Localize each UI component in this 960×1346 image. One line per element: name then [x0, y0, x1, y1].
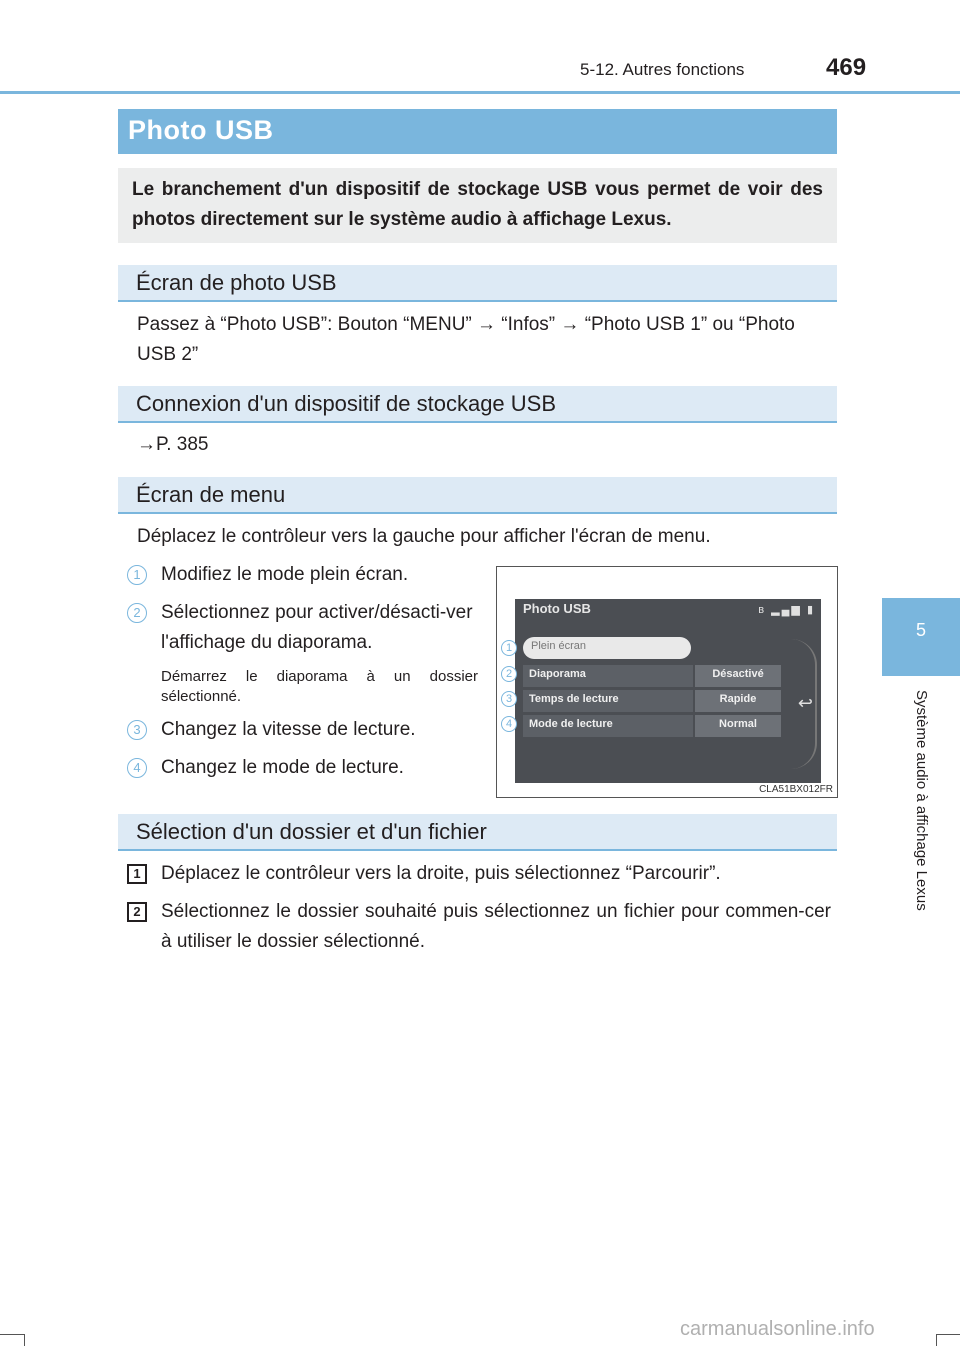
bluetooth-icon: ʙ [758, 604, 767, 616]
row-value: Désactivé [695, 665, 781, 687]
menu-item-text: Changez la vitesse de lecture. [161, 719, 416, 740]
chapter-number: 5 [915, 620, 926, 640]
crop-mark [936, 1334, 937, 1346]
screen-row-mode [523, 715, 783, 737]
step-text: Déplacez le contrôleur vers la droite, puis sélectionnez “Parcourir”. [161, 863, 721, 884]
watermark: carmanualsonline.info [680, 1318, 875, 1340]
screen-title: Photo USB [523, 601, 591, 616]
image-code: CLA51BX012FR [759, 784, 833, 795]
menu-screenshot [496, 566, 838, 798]
item-number: 1 [127, 565, 147, 585]
section-heading-selection: Sélection d'un dossier et d'un fichier [118, 814, 837, 851]
menu-item-text: Sélectionnez pour activer/désacti-ver l'affichage du diaporama. [161, 602, 473, 653]
item-number: 3 [127, 720, 147, 740]
crop-mark [24, 1334, 25, 1346]
running-head: 5-12. Autres fonctions [580, 60, 745, 79]
section-heading-screen: Écran de photo USB [118, 265, 837, 302]
callout-number: 1 [501, 640, 517, 656]
step-number: 2 [127, 902, 147, 922]
menu-item-text: Modifiez le mode plein écran. [161, 564, 409, 585]
chapter-tab [882, 598, 960, 676]
battery-icon: ▮ [806, 604, 815, 616]
callout-number: 3 [501, 691, 517, 707]
header-rule [0, 91, 960, 94]
crop-mark [0, 1334, 24, 1335]
section-heading-connection: Connexion d'un dispositif de stockage USB [118, 386, 837, 423]
step-number: 1 [127, 864, 147, 884]
menu-subnote: Démarrez le diaporama à un dossier sélectionné. [161, 668, 478, 705]
connection-reference: →P. 385 [137, 434, 209, 455]
back-icon: ↩ [797, 693, 813, 713]
menu-intro: Déplacez le contrôleur vers la gauche pour afficher l'écran de menu. [137, 526, 711, 547]
screen-row-temps [523, 690, 783, 712]
step-text: Sélectionnez le dossier souhaité puis sélectionnez un fichier pour commen-cer à utiliser le dossier sélectionné. [161, 901, 831, 952]
callout-number: 4 [501, 716, 517, 732]
menu-item-text: Changez le mode de lecture. [161, 757, 404, 778]
item-number: 4 [127, 758, 147, 778]
status-bar [758, 603, 815, 616]
screen-row-plein-ecran: Plein écran [523, 637, 691, 659]
row-value: Rapide [695, 690, 781, 712]
chapter-title: Système audio à affichage Lexus [913, 690, 930, 911]
row-value: Normal [695, 715, 781, 737]
page-number: 469 [826, 54, 867, 81]
row-label: Mode de lecture [523, 715, 693, 737]
intro-box: Le branchement d'un dispositif de stockage USB vous permet de voir des photos directement sur le système audio à affichage Lexus. [118, 168, 837, 243]
crop-mark [936, 1334, 960, 1335]
screen-row-diaporama [523, 665, 783, 687]
row-label: Diaporama [523, 665, 693, 687]
screen-instructions: Passez à “Photo USB”: Bouton “MENU” → “Infos” → “Photo USB 1” ou “Photo USB 2” [137, 314, 795, 365]
section-heading-menu: Écran de menu [118, 477, 837, 514]
item-number: 2 [127, 603, 147, 623]
signal-icon: ▂▄▆ [771, 604, 802, 616]
row-label: Temps de lecture [523, 690, 693, 712]
callout-number: 2 [501, 666, 517, 682]
screen-display [515, 599, 821, 783]
page-title: Photo USB [118, 109, 837, 154]
